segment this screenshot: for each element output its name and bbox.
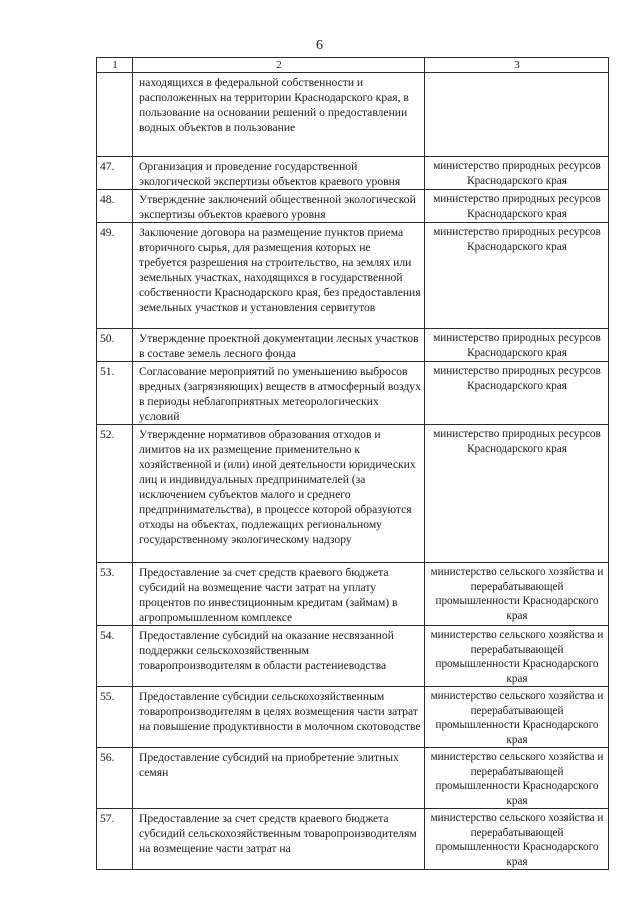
row-number: 55. [97,687,133,748]
table-row [97,157,609,190]
table-row [97,687,609,748]
row-number: 51. [97,362,133,425]
table-row [97,73,609,157]
table-row [97,190,609,223]
table-row [97,362,609,425]
row-responsible: министерство природных ресурсов Краснодарского края [425,425,609,563]
column-header-responsible: 3 [425,58,609,73]
page-number: 6 [316,38,323,53]
row-responsible: министерство сельского хозяйства и перерабатывающей промышленности Краснодарского края [425,748,609,809]
row-responsible: министерство сельского хозяйства и перерабатывающей промышленности Краснодарского края [425,563,609,626]
services-table [96,57,609,870]
row-number: 56. [97,748,133,809]
row-number: 52. [97,425,133,563]
table-row [97,329,609,362]
row-number: 57. [97,809,133,870]
row-description: Утверждение нормативов образования отходов и лимитов на их размещение применительно к хозяйственной и (или) иной деятельности юридических лиц и индивидуальных предпринимателей (за исключением субъектов малого и среднего предпринимательства), в процессе которой образуются отходы на объектах, подлежащих региональному государственному экологическому надзору [133,425,425,563]
table-row [97,223,609,329]
table-header-row [97,58,609,73]
row-description: Организация и проведение государственной экологической экспертизы объектов краевого уровня [133,157,425,190]
row-description: Предоставление за счет средств краевого бюджета субсидий на возмещение части затрат на уплату процентов по инвестиционным кредитам (займам) в агропромышленном комплексе [133,563,425,626]
row-responsible: министерство природных ресурсов Краснодарского края [425,362,609,425]
row-description: Предоставление субсидии сельскохозяйственным товаропроизводителям в целях возмещения части затрат на повышение продуктивности в молочном скотоводстве [133,687,425,748]
row-description: Утверждение проектной документации лесных участков в составе земель лесного фонда [133,329,425,362]
column-header-description: 2 [133,58,425,73]
row-description: Предоставление субсидий на приобретение элитных семян [133,748,425,809]
row-responsible: министерство природных ресурсов Краснодарского края [425,190,609,223]
row-number: 50. [97,329,133,362]
row-number: 48. [97,190,133,223]
table-row [97,563,609,626]
row-description: Предоставление субсидий на оказание несвязанной поддержки сельскохозяйственным товаропроизводителям в области растениеводства [133,626,425,687]
row-responsible: министерство природных ресурсов Краснодарского края [425,329,609,362]
table-row [97,626,609,687]
row-responsible: министерство сельского хозяйства и перерабатывающей промышленности Краснодарского края [425,626,609,687]
row-number: 53. [97,563,133,626]
row-description: находящихся в федеральной собственности и расположенных на территории Краснодарского края, в пользование на основании решений о предоставлении водных объектов в пользование [133,73,425,157]
row-number [97,73,133,157]
table-row [97,425,609,563]
row-responsible: министерство природных ресурсов Краснодарского края [425,223,609,329]
row-responsible: министерство природных ресурсов Краснодарского края [425,157,609,190]
row-number: 47. [97,157,133,190]
row-description: Заключение договора на размещение пунктов приема вторичного сырья, для размещения которых не требуется разрешения на строительство, на землях или земельных участках, находящихся в государственной собственности Краснодарского края, без предоставления земельных участков и установления сервитутов [133,223,425,329]
table-row [97,809,609,870]
row-number: 49. [97,223,133,329]
row-responsible: министерство сельского хозяйства и перерабатывающей промышленности Краснодарского края [425,687,609,748]
row-description: Утверждение заключений общественной экологической экспертизы объектов краевого уровня [133,190,425,223]
row-responsible: министерство сельского хозяйства и перерабатывающей промышленности Краснодарского края [425,809,609,870]
row-description: Согласование мероприятий по уменьшению выбросов вредных (загрязняющих) веществ в атмосферный воздух в периоды неблагоприятных метеорологических условий [133,362,425,425]
row-responsible [425,73,609,157]
row-description: Предоставление за счет средств краевого бюджета субсидий сельскохозяйственным товаропроизводителям на возмещение части затрат на [133,809,425,870]
row-number: 54. [97,626,133,687]
column-header-number: 1 [97,58,133,73]
table-row [97,748,609,809]
